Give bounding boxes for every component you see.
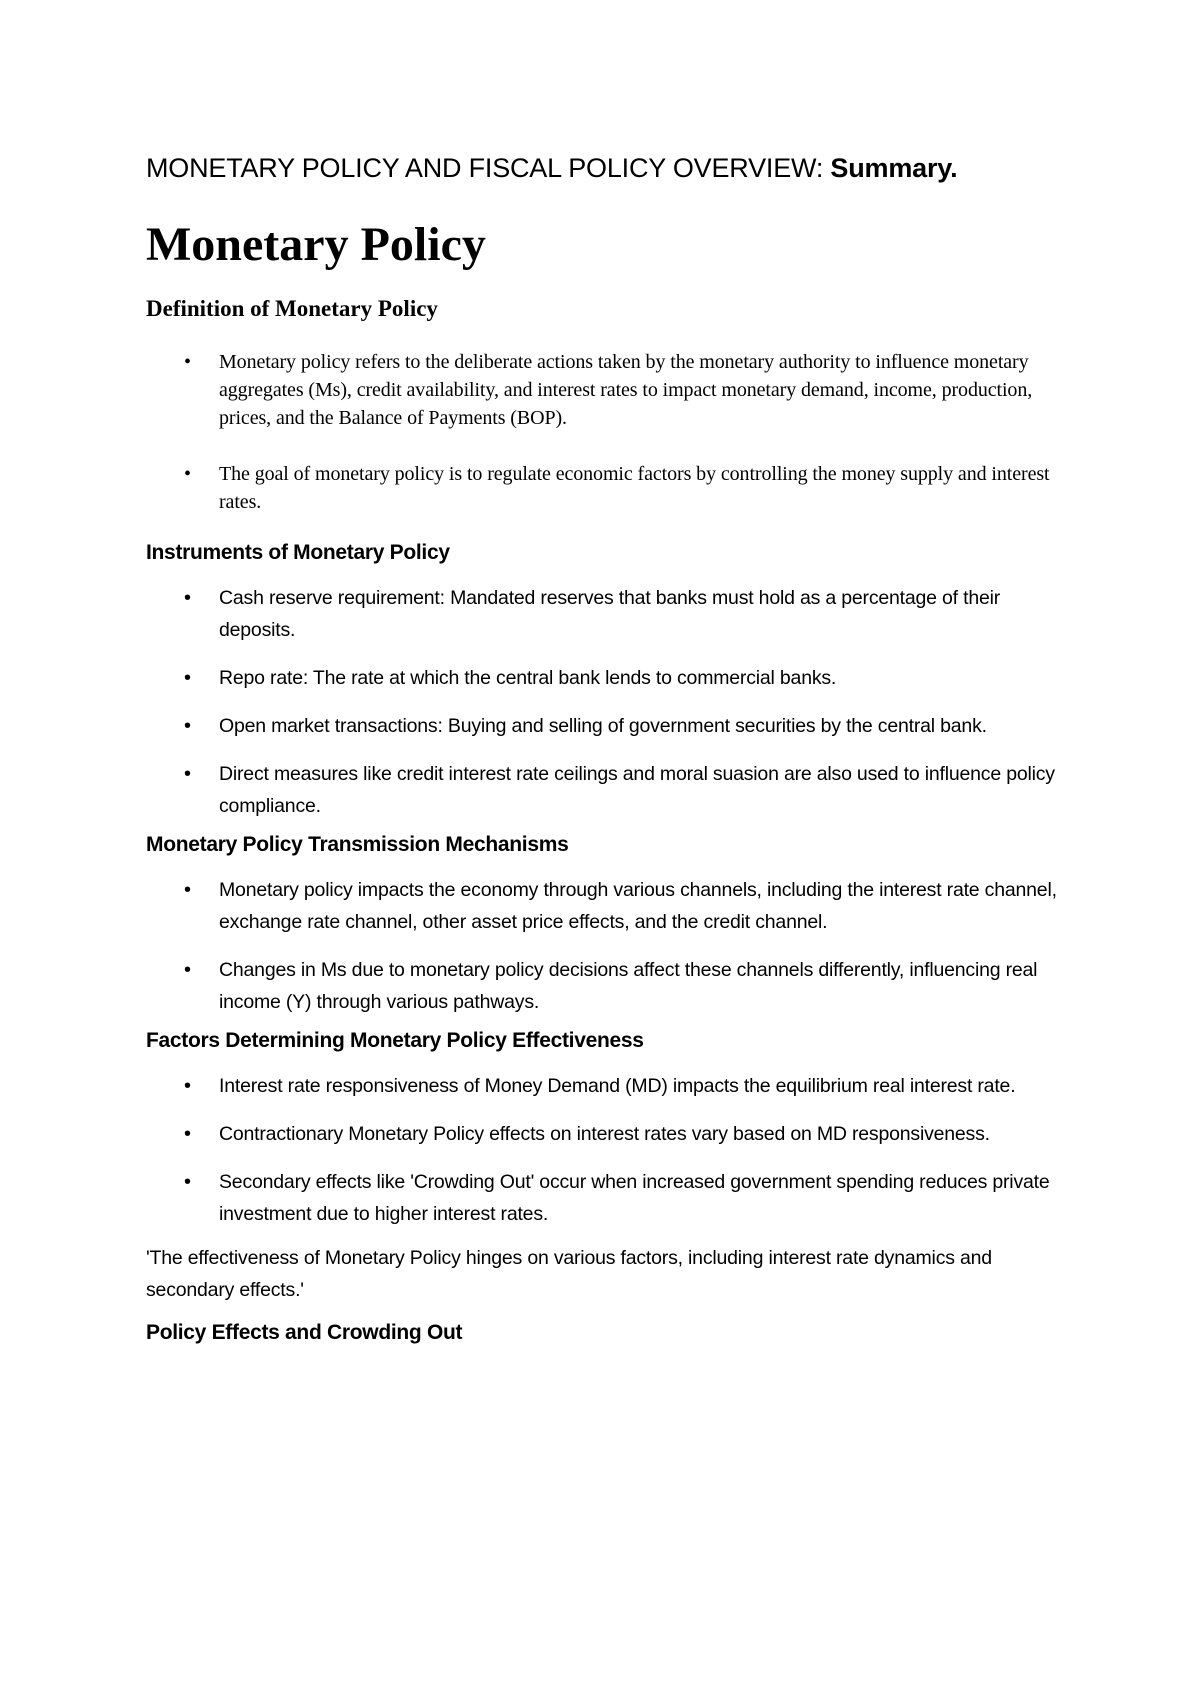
bullet: • <box>184 667 191 689</box>
bullet: • <box>184 715 191 737</box>
list-item <box>146 1070 1076 1102</box>
list-item <box>146 1166 1076 1230</box>
list-item-text: Direct measures like credit interest rate ceilings and moral suasion are also used to influence policy compliance. <box>219 763 1055 817</box>
effectiveness-quote: 'The effectiveness of Monetary Policy hinges on various factors, including interest rate dynamics and secondary effects.' <box>146 1247 992 1301</box>
list-item-text: The goal of monetary policy is to regulate economic factors by controlling the money supply and interest rates. <box>219 463 1050 513</box>
main-heading: Monetary Policy <box>146 218 486 271</box>
list-item-text: Monetary policy refers to the deliberate actions taken by the monetary authority to influence monetary aggregates (Ms), credit availability, and interest rates to impact monetary demand, income, production, prices, and the Balance of Payments (BOP). <box>219 351 1033 429</box>
list-item <box>146 582 1076 646</box>
transmission-list <box>146 874 1076 1018</box>
list-item-text: Open market transactions: Buying and selling of government securities by the central bank. <box>219 715 987 737</box>
section-heading-crowding-out: Policy Effects and Crowding Out <box>146 1321 463 1344</box>
list-item-text: Secondary effects like 'Crowding Out' occur when increased government spending reduces private investment due to higher interest rates. <box>219 1171 1050 1225</box>
document-page <box>146 150 1076 1348</box>
list-item <box>146 348 1076 432</box>
list-item <box>146 662 1076 694</box>
instruments-list <box>146 582 1076 822</box>
section-heading-effectiveness: Factors Determining Monetary Policy Effectiveness <box>146 1029 644 1052</box>
bullet: • <box>184 763 191 785</box>
document-title <box>146 150 1076 186</box>
list-item-text: Changes in Ms due to monetary policy decisions affect these channels differently, influencing real income (Y) through various pathways. <box>219 959 1038 1013</box>
list-item-text: Monetary policy impacts the economy through various channels, including the interest rate channel, exchange rate channel, other asset price effects, and the credit channel. <box>219 879 1057 933</box>
bullet: • <box>184 1075 191 1097</box>
list-item-text: Cash reserve requirement: Mandated reserves that banks must hold as a percentage of their deposits. <box>219 587 1001 641</box>
document-title-main: MONETARY POLICY AND FISCAL POLICY OVERVIEW: <box>146 153 824 183</box>
bullet: • <box>184 351 191 373</box>
list-item <box>146 874 1076 938</box>
list-item <box>146 1118 1076 1150</box>
bullet: • <box>184 959 191 981</box>
list-item <box>146 710 1076 742</box>
section-heading-transmission: Monetary Policy Transmission Mechanisms <box>146 833 569 856</box>
bullet: • <box>184 879 191 901</box>
section-heading-instruments: Instruments of Monetary Policy <box>146 541 450 564</box>
list-item <box>146 758 1076 822</box>
bullet: • <box>184 463 191 485</box>
bullet: • <box>184 1123 191 1145</box>
definition-list <box>146 348 1076 516</box>
list-item-text: Repo rate: The rate at which the central bank lends to commercial banks. <box>219 667 837 689</box>
list-item <box>146 954 1076 1018</box>
list-item <box>146 460 1076 516</box>
bullet: • <box>184 1171 191 1193</box>
bullet: • <box>184 587 191 609</box>
list-item-text: Interest rate responsiveness of Money Demand (MD) impacts the equilibrium real interest rate. <box>219 1075 1016 1097</box>
document-title-suffix: Summary. <box>823 153 958 183</box>
section-heading-definition: Definition of Monetary Policy <box>146 296 438 321</box>
effectiveness-list <box>146 1070 1076 1230</box>
list-item-text: Contractionary Monetary Policy effects on interest rates vary based on MD responsiveness. <box>219 1123 990 1145</box>
